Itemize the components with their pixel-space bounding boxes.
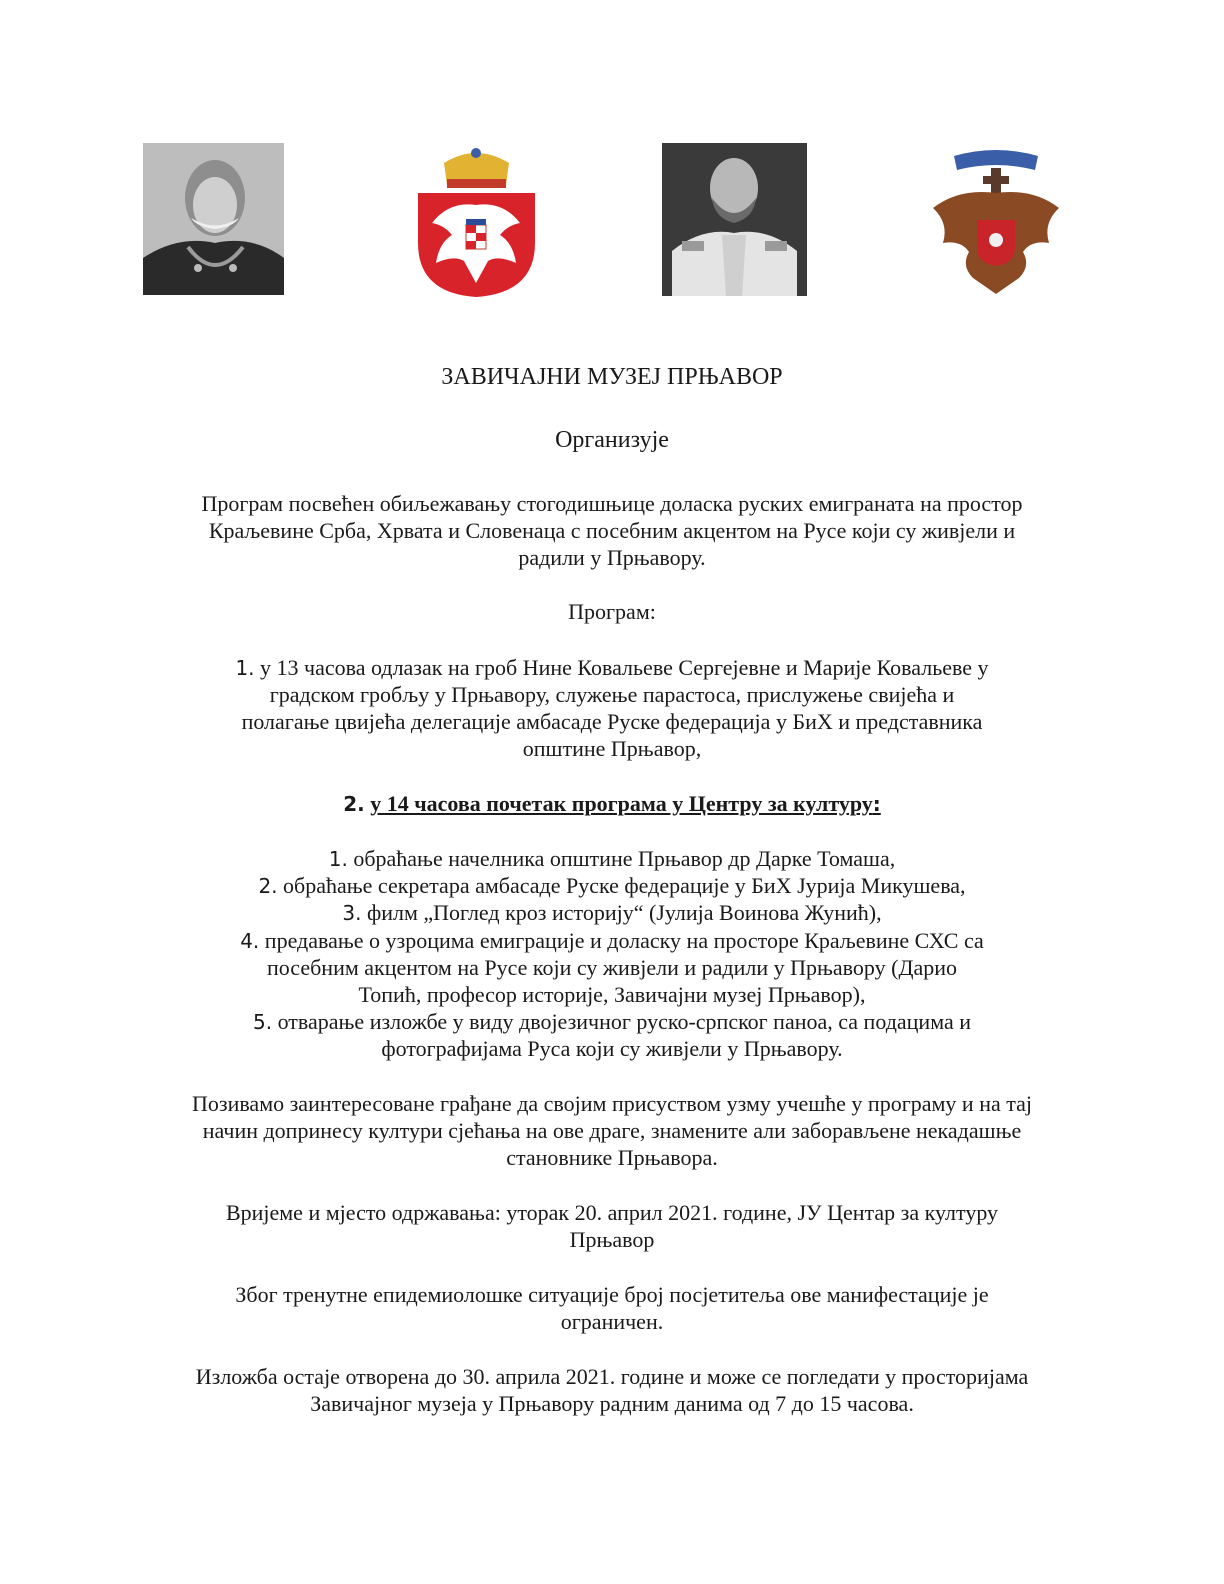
invite-line: Позивамо заинтересоване грађане да својим присуством узму учешће у програму и на тај [191,1091,1032,1116]
subitem-2 [0,872,1224,900]
list-item-text: предавање о узроцима емиграције и доласку на просторе Краљевине СХС са [264,928,984,953]
museum-title: ЗАВИЧАЈНИ МУЗЕЈ ПРЊАВОР [441,364,783,390]
list-number: 2. [343,792,365,816]
list-item-text: отварање изложбе у виду двојезичног руско-српског паноа, са подацима и [277,1009,972,1034]
time-place-line: Прњавор [569,1227,655,1252]
list-item-text: фотографијама Руса који су живјели у Прњавору. [381,1036,843,1061]
subitem-5 [0,1008,1224,1036]
list-item-text: Топић, професор историје, Завичајни музеј Прњавор), [358,982,866,1007]
program-item-2 [0,790,1224,818]
closing-line: Изложба остаје отворена до 30. априла 2021. године и може се погледати у просторијама [195,1364,1029,1389]
subitem-3 [0,899,1224,927]
program-label: Програм: [568,599,656,624]
intro-line: Краљевине Срба, Хрвата и Словенаца с посебним акцентом на Русе који су живјели и [208,518,1016,543]
covid-notice-line: ограничен. [560,1309,664,1334]
list-item-text: филм „Поглед кроз историју“ (Јулија Воинова Жунић), [366,900,882,925]
time-place-line: Вријеме и мјесто одржавања: уторак 20. април 2021. године, ЈУ Центар за културу [225,1200,999,1225]
subitem-1 [0,845,1224,873]
closing-line: Завичајног музеја у Прњавору радним данима од 7 до 15 часова. [310,1391,914,1416]
covid-notice-line: Због тренутне епидемиолошке ситуације број посјетитеља ове манифестације је [235,1282,989,1307]
organizes-heading: Организује [555,427,669,453]
intro-line: Програм посвећен обиљежавању стогодишњице доласка руских емиграната на простор [201,491,1023,516]
list-number: 4. [240,929,260,953]
list-number: 1. [328,847,348,871]
list-item-text: обраћање начелника општине Прњавор др Дарке Томаша, [353,846,896,871]
serbian-coat-of-arms [414,143,539,299]
list-item-text: градском гробљу у Прњавору, служење парастоса, прислужење свијећа и [269,682,955,707]
list-number: 2. [258,874,278,898]
list-item-text: обраћање секретара амбасаде Руске федерације у БиХ Јурија Микушева, [283,873,966,898]
russian-emigre-coat-of-arms [929,148,1063,294]
intro-line: радили у Прњавору. [518,545,706,570]
list-item-text: општине Прњавор, [522,736,702,761]
portrait-king-peter [143,143,284,295]
portrait-tsar-nicholas [662,143,807,296]
list-item-text: посебним акцентом на Русе који су живјели и радили у Прњавору (Дарио [266,955,957,980]
list-item-text: у 14 часова почетак програма у Центру за културу: [370,791,881,816]
invite-line: становнике Прњавора. [506,1145,718,1170]
list-number: 3. [342,901,362,925]
list-number: 5. [252,1010,273,1034]
list-item-text: у 13 часова одлазак на гроб Нине Ковальеве Сергејевне и Марије Ковальеве у [260,655,989,680]
program-item-1 [0,654,1224,682]
list-number: 1. [235,656,255,680]
invite-line: начин допринесу култури сјећања на ове драге, знамените али заборављене некадашње [202,1118,1022,1143]
subitem-4 [0,927,1224,955]
list-item-text: полагање цвијећа делегације амбасаде Руске федерација у БиХ и представника [241,709,983,734]
